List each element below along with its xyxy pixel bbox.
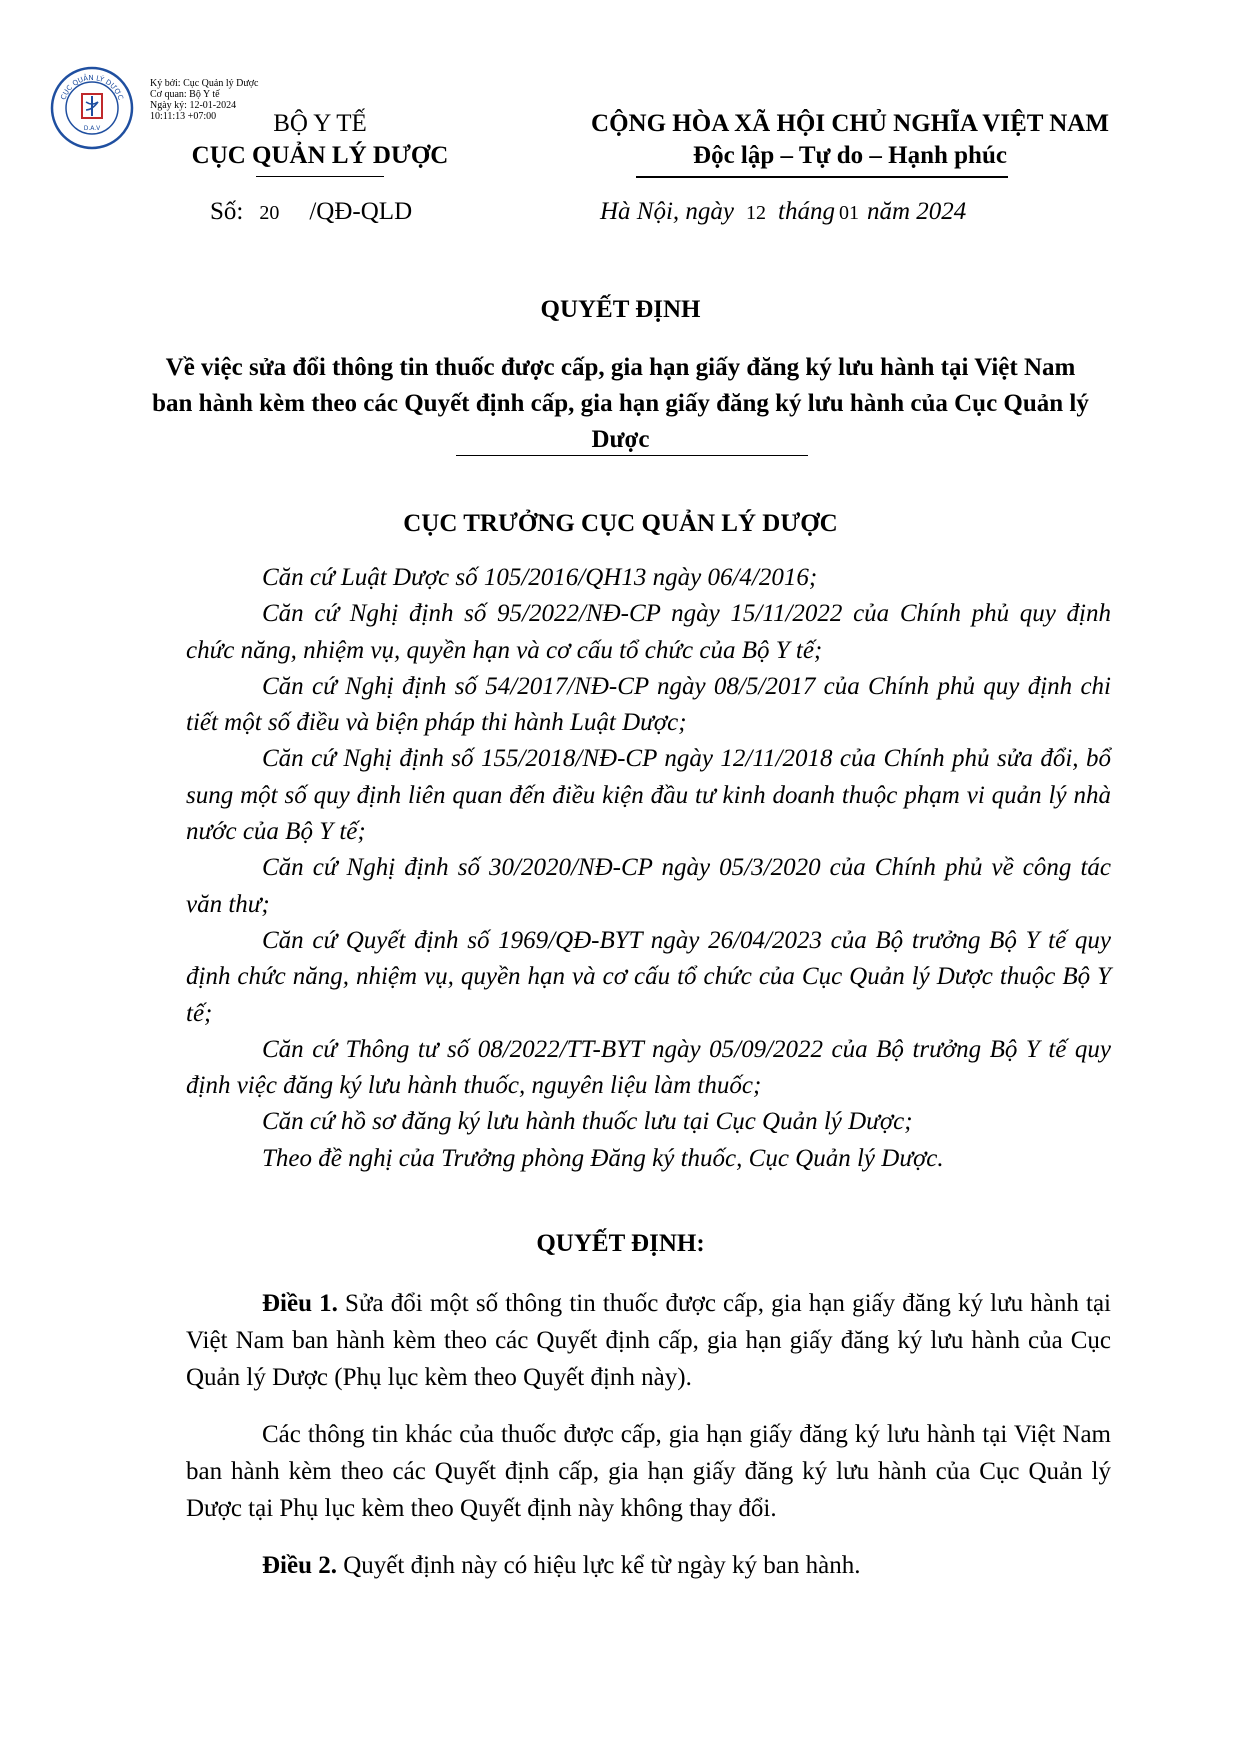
signature-line: Ngày ký: 12-01-2024 10:11:13 +07:00 [150,100,237,122]
article-1-label: Điều 1. [262,1290,338,1317]
official-seal [50,66,134,150]
number-label: Số: [210,198,244,225]
legal-basis: Căn cứ Nghị định số 95/2022/NĐ-CP ngày 15/11/2022 của Chính phủ quy định chức năng, nhiệm vụ, quyền hạn và cơ cấu tổ chức của Bộ Y tế; [186,600,1111,664]
article-2 [186,1547,1111,1584]
legal-basis: Căn cứ Nghị định số 54/2017/NĐ-CP ngày 08/5/2017 của Chính phủ quy định chi tiết một số điều và biện pháp thi hành Luật Dược; [186,672,1111,737]
date-month-label: tháng [778,198,835,225]
place-and-date [600,198,966,226]
date-day: 12 [746,202,767,224]
national-motto: Độc lập – Tự do – Hạnh phúc [693,142,1007,169]
number-value: 20 [259,202,280,224]
legal-basis: Căn cứ hồ sơ đăng ký lưu hành thuốc lưu tại Cục Quản lý Dược; [262,1108,913,1136]
article-2-label: Điều 2. [262,1552,337,1579]
legal-basis: Căn cứ Luật Dược số 105/2016/QH13 ngày 06/4/2016; [262,564,818,591]
document-number [210,198,412,226]
article-2-text: Quyết định này có hiệu lực kể từ ngày ký ban hành. [337,1552,861,1579]
decision-heading: QUYẾT ĐỊNH: [536,1230,705,1257]
signature-line: Cơ quan: Bộ Y tế [150,89,220,100]
date-place: Hà Nội, ngày [600,198,735,225]
legal-basis: Căn cứ Quyết định số 1969/QĐ-BYT ngày 26/04/2023 của Bộ trưởng Bộ Y tế quy định chức năng, nhiệm vụ, quyền hạn và cơ cấu tổ chức của Cục Quản lý Dược thuộc Bộ Y tế; [186,926,1111,1027]
seal-text-bottom: D.A.V [83,125,101,132]
department-name: CỤC QUẢN LÝ DƯỢC [191,142,449,169]
date-year: năm 2024 [866,198,967,225]
article-1-text: Sửa đổi một số thông tin thuốc được cấp, gia hạn giấy đăng ký lưu hành tại Việt Nam ban hành kèm theo các Quyết định cấp, gia hạn giấy đăng ký lưu hành của Cục Quản lý Dược (Phụ lục kèm theo Quyết định này). [186,1290,1112,1391]
legal-basis: Căn cứ Nghị định số 30/2020/NĐ-CP ngày 05/3/2020 của Chính phủ về công tác văn thư; [186,854,1111,918]
issuer-title: CỤC TRƯỞNG CỤC QUẢN LÝ DƯỢC [403,510,838,537]
department-underline [256,176,384,177]
seal-text-top: CỤC QUẢN LÝ DƯỢC [59,73,125,101]
article-1-paragraph-2: Các thông tin khác của thuốc được cấp, gia hạn giấy đăng ký lưu hành tại Việt Nam ban hành kèm theo các Quyết định cấp, gia hạn giấy đăng ký lưu hành của Cục Quản lý Dược tại Phụ lục kèm theo Quyết định này không thay đổi. [186,1421,1111,1522]
legal-basis: Căn cứ Thông tư số 08/2022/TT-BYT ngày 05/09/2022 của Bộ trưởng Bộ Y tế quy định việc đăng ký lưu hành thuốc, nguyên liệu làm thuốc; [186,1035,1111,1100]
document-title: QUYẾT ĐỊNH [540,296,701,323]
legal-bases [186,560,1111,1177]
articles [186,1285,1111,1604]
legal-basis: Căn cứ Nghị định số 155/2018/NĐ-CP ngày 12/11/2018 của Chính phủ sửa đổi, bổ sung một số quy định liên quan đến điều kiện đầu tư kinh doanh thuộc phạm vi quản lý nhà nước của Bộ Y tế; [186,745,1111,846]
ministry-name: BỘ Y TẾ [273,110,367,137]
motto-underline [636,176,1008,178]
number-suffix: /QĐ-QLD [309,198,413,225]
national-title: CỘNG HÒA XÃ HỘI CHỦ NGHĨA VIỆT NAM [591,110,1109,137]
article-1 [186,1285,1111,1396]
document-subject: Về việc sửa đổi thông tin thuốc được cấp, gia hạn giấy đăng ký lưu hành tại Việt Nam ban hành kèm theo các Quyết định cấp, gia hạn giấy đăng ký lưu hành của Cục Quản lý Dược [152,354,1089,453]
signature-line: Ký bởi: Cục Quản lý Dược [150,78,259,89]
subject-underline [456,455,808,456]
legal-basis: Theo đề nghị của Trưởng phòng Đăng ký thuốc, Cục Quản lý Dược. [262,1144,944,1172]
date-month: 01 [838,202,859,224]
